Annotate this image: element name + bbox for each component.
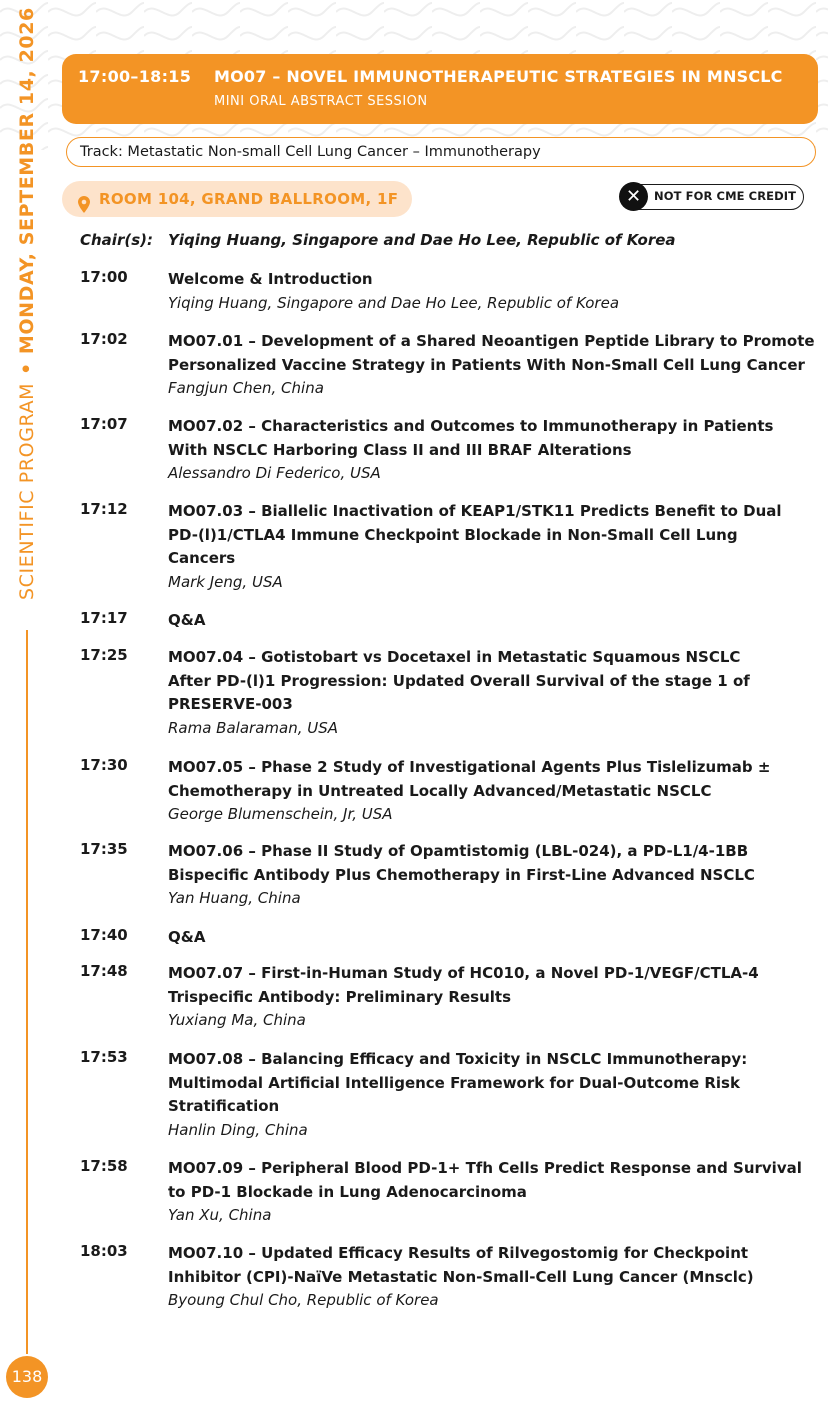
agenda-title-line: PRESERVE-003 xyxy=(168,695,293,714)
close-circle-icon: ✕ xyxy=(619,182,648,211)
sidebar-rail-line xyxy=(26,630,28,1354)
agenda-title-line: MO07.01 – Development of a Shared Neoantigen Peptide Library to Promote xyxy=(168,332,815,350)
agenda-body xyxy=(168,1242,818,1313)
agenda-body xyxy=(168,415,818,486)
agenda-title-line: After PD-(l)1 Progression: Updated Overall Survival of the stage 1 of xyxy=(168,671,750,690)
agenda-title-line: Bispecific Antibody Plus Chemotherapy in First-Line Advanced NSCLC xyxy=(168,865,755,884)
agenda-speaker: Hanlin Ding, China xyxy=(168,1121,308,1140)
agenda-speaker: Mark Jeng, USA xyxy=(168,573,283,592)
session-title: MO07 – NOVEL IMMUNOTHERAPEUTIC STRATEGIES IN MNSCLC xyxy=(214,67,783,86)
agenda-speaker: Yiqing Huang, Singapore and Dae Ho Lee, Republic of Korea xyxy=(168,293,620,312)
chair-label: Chair(s): xyxy=(80,231,153,249)
agenda-speaker: Rama Balaraman, USA xyxy=(168,719,338,738)
agenda-title-line: Trispecific Antibody: Preliminary Results xyxy=(168,987,511,1006)
page-number-badge: 138 xyxy=(6,1356,48,1398)
agenda-title-line: MO07.08 – Balancing Efficacy and Toxicity in NSCLC Immunotherapy: xyxy=(168,1050,748,1068)
chair-row xyxy=(80,231,676,249)
cme-badge xyxy=(620,184,804,210)
agenda-body xyxy=(168,926,818,950)
agenda-time: 17:53 xyxy=(80,1048,128,1066)
program-date: MONDAY, SEPTEMBER 14, 2026 xyxy=(16,7,38,355)
rail-bullet: • xyxy=(16,362,38,375)
agenda-title-line: MO07.10 – Updated Efficacy Results of Rilvegostomig for Checkpoint xyxy=(168,1244,749,1262)
agenda-title-line: Cancers xyxy=(168,549,236,568)
agenda-title-line: Welcome & Introduction xyxy=(168,270,373,288)
agenda-title-line: MO07.04 – Gotistobart vs Docetaxel in Metastatic Squamous NSCLC xyxy=(168,648,741,666)
agenda-body xyxy=(168,1157,818,1228)
agenda-speaker: Yan Huang, China xyxy=(168,889,301,908)
agenda-time: 17:02 xyxy=(80,330,128,348)
agenda-title-line: MO07.05 – Phase 2 Study of Investigational Agents Plus Tislelizumab ± xyxy=(168,758,771,776)
agenda-body xyxy=(168,500,818,595)
agenda-title-line: MO07.07 – First-in-Human Study of HC010, a Novel PD-1/VEGF/CTLA-4 xyxy=(168,964,759,982)
agenda-title-line: MO07.06 – Phase II Study of Opamtistomig (LBL-024), a PD-L1/4-1BB xyxy=(168,842,749,860)
agenda-title-line: Inhibitor (CPI)-NaïVe Metastatic Non-Small-Cell Lung Cancer (Mnsclc) xyxy=(168,1267,754,1286)
session-subtitle: MINI ORAL ABSTRACT SESSION xyxy=(214,94,428,109)
agenda-time: 17:58 xyxy=(80,1157,128,1175)
agenda-speaker: Yuxiang Ma, China xyxy=(168,1011,306,1030)
agenda-time: 17:40 xyxy=(80,926,128,944)
agenda-title-line: Chemotherapy in Untreated Locally Advanced/Metastatic NSCLC xyxy=(168,781,712,800)
agenda-title-line: Personalized Vaccine Strategy in Patients With Non-Small Cell Lung Cancer xyxy=(168,355,805,374)
agenda-speaker: Alessandro Di Federico, USA xyxy=(168,464,381,483)
location-pin-icon xyxy=(78,190,90,226)
agenda-speaker: George Blumenschein, Jr, USA xyxy=(168,805,393,824)
agenda-time: 18:03 xyxy=(80,1242,128,1260)
session-header xyxy=(62,54,818,124)
chair-names: Yiqing Huang, Singapore and Dae Ho Lee, Republic of Korea xyxy=(168,231,676,249)
track-label: Track: Metastatic Non-small Cell Lung Cancer – Immunotherapy xyxy=(66,137,816,167)
agenda-time: 17:30 xyxy=(80,756,128,774)
agenda-time: 17:48 xyxy=(80,962,128,980)
agenda-title-line: With NSCLC Harboring Class II and III BRAF Alterations xyxy=(168,440,632,459)
agenda-time: 17:25 xyxy=(80,646,128,664)
agenda-body xyxy=(168,1048,818,1143)
agenda-time: 17:12 xyxy=(80,500,128,518)
agenda-title-line: PD-(l)1/CTLA4 Immune Checkpoint Blockade in Non-Small Cell Lung xyxy=(168,525,738,544)
sidebar-rail-text xyxy=(16,7,38,600)
room-label: ROOM 104, GRAND BALLROOM, 1F xyxy=(99,190,399,208)
agenda-title-line: Multimodal Artificial Intelligence Framework for Dual-Outcome Risk xyxy=(168,1073,740,1092)
agenda-title-line: to PD-1 Blockade in Lung Adenocarcinoma xyxy=(168,1182,527,1201)
agenda-title-line: Q&A xyxy=(168,928,206,946)
agenda-body xyxy=(168,646,818,741)
program-label: SCIENTIFIC PROGRAM xyxy=(16,382,38,600)
agenda-title-line: MO07.09 – Peripheral Blood PD-1+ Tfh Cells Predict Response and Survival xyxy=(168,1159,802,1177)
agenda-body xyxy=(168,840,818,911)
agenda-body xyxy=(168,609,818,633)
agenda-speaker: Fangjun Chen, China xyxy=(168,379,324,398)
agenda-time: 17:07 xyxy=(80,415,128,433)
agenda-body xyxy=(168,330,818,401)
agenda-body xyxy=(168,962,818,1033)
agenda-body xyxy=(168,756,818,827)
agenda-title-line: MO07.03 – Biallelic Inactivation of KEAP1/STK11 Predicts Benefit to Dual xyxy=(168,502,782,520)
cme-label: NOT FOR CME CREDIT xyxy=(654,189,797,203)
agenda-title-line: Stratification xyxy=(168,1097,280,1116)
session-time: 17:00–18:15 xyxy=(78,67,192,86)
agenda-body xyxy=(168,268,818,315)
agenda-time: 17:17 xyxy=(80,609,128,627)
agenda-time: 17:00 xyxy=(80,268,128,286)
agenda-speaker: Byoung Chul Cho, Republic of Korea xyxy=(168,1291,439,1310)
agenda-speaker: Yan Xu, China xyxy=(168,1206,272,1225)
agenda-time: 17:35 xyxy=(80,840,128,858)
agenda-title-line: MO07.02 – Characteristics and Outcomes to Immunotherapy in Patients xyxy=(168,417,774,435)
agenda-title-line: Q&A xyxy=(168,611,206,629)
room-pill xyxy=(62,181,412,217)
